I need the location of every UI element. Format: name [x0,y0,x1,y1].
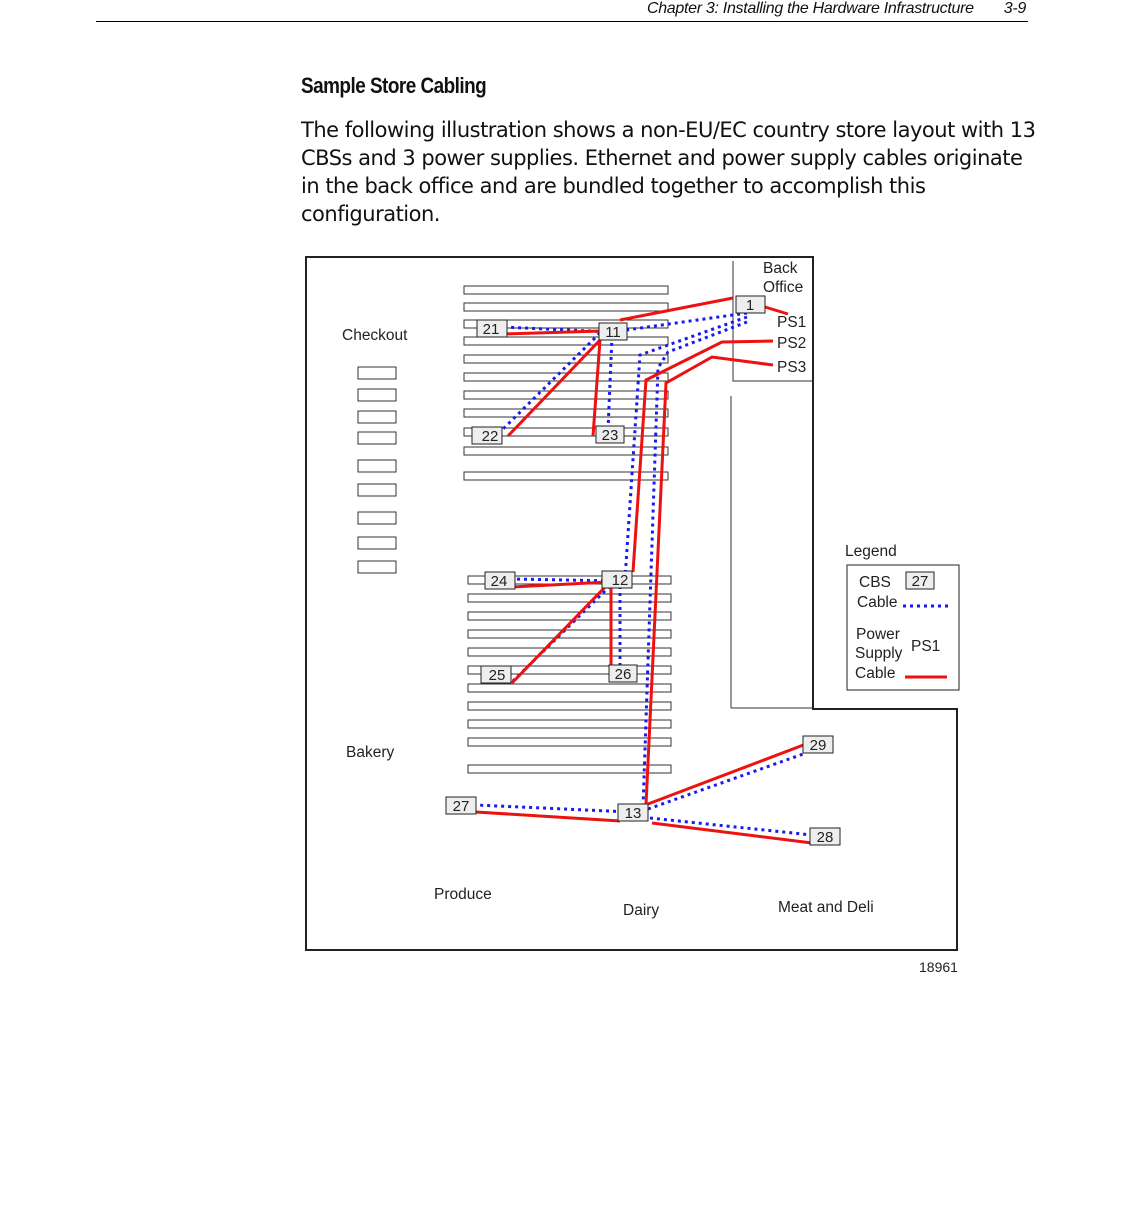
cbs-label: 13 [624,805,642,822]
meat-deli-label: Meat and Deli [778,899,874,916]
shelf [468,630,671,638]
cbs-unit-11 [599,323,627,341]
cbs-unit-12 [602,571,632,589]
checkout-counters [358,367,396,573]
cbs-label: 1 [745,297,755,314]
legend-ps-sample: PS1 [911,638,941,655]
shelf [468,594,671,602]
cbs-unit-23 [596,426,624,444]
checkout-counter [358,389,396,401]
shelf [468,648,671,656]
cbs-label: 29 [809,737,827,754]
back-office-label-1: Back [763,260,798,277]
cbs-unit-1 [736,296,765,314]
cbs-label: 12 [611,572,629,589]
shelf [464,303,668,311]
legend-cable-label: Cable [857,594,898,611]
cbs-label: 11 [605,324,621,341]
ps1-label: PS1 [777,314,807,331]
cbs-unit-24 [485,572,515,590]
ps2-label: PS2 [777,335,807,352]
legend-cbs-label: CBS [859,574,891,591]
cbs-label: 24 [490,573,508,590]
checkout-counter [358,367,396,379]
shelf [464,355,668,363]
section-title: Sample Store Cabling [301,73,487,98]
checkout-counter [358,432,396,444]
power-cable-11-22 [508,340,600,436]
shelf [468,720,671,728]
chapter-title: Chapter 3: Installing the Hardware Infrastructure [646,0,974,17]
shelf [464,286,668,294]
checkout-counter [358,484,396,496]
shelf [464,447,668,455]
shelf [468,765,671,773]
power-cable-ps1 [765,307,788,314]
cbs-label: 21 [482,321,500,338]
cbs-unit-29 [803,736,833,754]
dairy-label: Dairy [623,902,660,919]
cbs-label: 22 [481,428,499,445]
cbs-label: 25 [488,667,506,684]
produce-label: Produce [434,886,492,903]
cbs-unit-21 [477,320,507,338]
page-number: 3-9 [1003,0,1026,17]
power-cable-11-23 [593,340,600,436]
back-office-label-2: Office [763,279,804,296]
shelf [468,738,671,746]
checkout-counter [358,561,396,573]
checkout-counter [358,512,396,524]
legend-supply-label: Supply [855,645,903,662]
legend-cable2-label: Cable [855,665,896,682]
checkout-counter [358,537,396,549]
legend [847,565,959,690]
cbs-label: 28 [816,829,834,846]
intro-paragraph: The following illustration shows a non-EU/EC country store layout with 13 CBSs and 3 power supplies. Ethernet and power supply cables originate in the back office and are bundled together to accomplish this configuration. [301,118,1036,226]
figure-number: 18961 [919,959,958,975]
cbs-label: 27 [452,798,470,815]
power-cable-11-21 [502,331,602,334]
cbs-unit-28 [810,828,840,846]
legend-title: Legend [845,543,897,560]
cbs-cable-13-27 [476,805,630,812]
shelf [468,702,671,710]
shelf [464,337,668,345]
power-cable-13-28 [652,823,812,843]
legend-cbs-sample: 27 [911,573,929,590]
checkout-counter [358,411,396,423]
ps3-label: PS3 [777,359,807,376]
cbs-unit-27 [446,797,476,815]
cbs-label: 23 [601,427,619,444]
cbs-unit-22 [472,427,502,445]
shelf [464,472,668,480]
shelf [468,612,671,620]
cbs-unit-25 [481,666,511,684]
cbs-unit-13 [618,804,648,822]
checkout-counter [358,460,396,472]
shelf [468,684,671,692]
checkout-label: Checkout [342,327,408,344]
legend-power-label: Power [856,626,900,643]
power-cable-13-27 [476,812,620,821]
cbs-label: 26 [614,666,632,683]
bakery-label: Bakery [346,744,395,761]
cbs-unit-26 [609,665,637,683]
power-cable-13-29 [648,744,806,804]
cbs-cable-13-29 [648,753,806,809]
